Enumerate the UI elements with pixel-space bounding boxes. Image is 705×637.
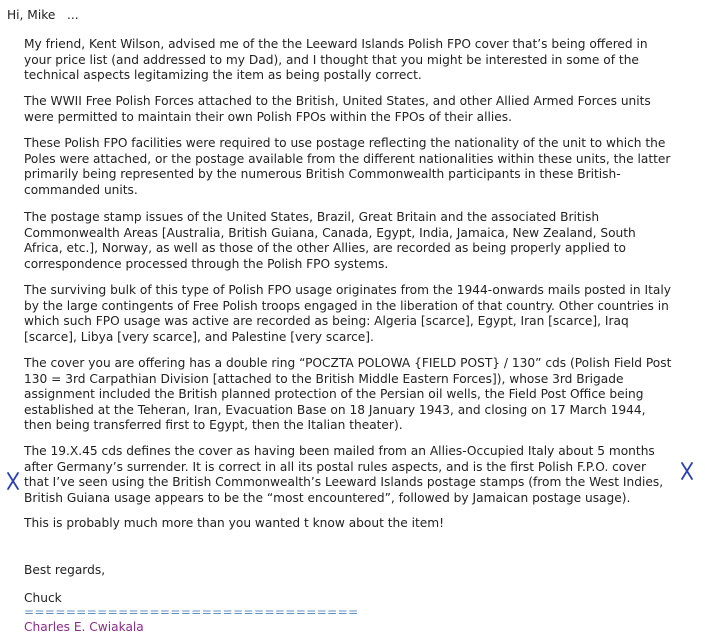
paragraph-3: [24, 136, 699, 198]
text-line: Poles were attached, or the postage available from the different nationalities within these units, the latter: [24, 151, 671, 166]
text-line: Commonwealth Areas [Australia, British Guiana, Canada, Egypt, India, Jamaica, New Zealand, South: [24, 225, 636, 240]
text-line: The cover you are offering has a double ring “POCZTA POLOWA {FIELD POST} / 130” cds (Polish Field Post: [24, 356, 672, 370]
text-line: technical aspects legitamizing the item as being postally correct.: [24, 68, 422, 83]
text-line: These Polish FPO facilities were required to use postage reflecting the nationality of the unit to which the: [24, 136, 666, 150]
paragraph-7: [24, 444, 699, 506]
paragraph-6: [24, 356, 699, 434]
divider-line: ================================: [24, 605, 359, 619]
text-line: which such FPO usage was active are recorded as being: Algeria [scarce], Egypt, Iran [scarce], Iraq: [24, 314, 629, 329]
paragraph-5: [24, 283, 699, 345]
text-line: Africa, etc.], Norway, as well as those of the other Allies, are recorded as being properly applied to: [24, 241, 626, 256]
paragraph-2: [24, 94, 699, 125]
text-line: after Germany’s surrender. It is correct in all its postal rules aspects, and is the first Polish F.P.O. cover: [24, 459, 646, 474]
text-line: British Guiana usage appears to be the “most encountered”, followed by Jamaican postage usage).: [24, 490, 631, 505]
x-mark-icon: [6, 471, 20, 491]
text-line: by the large contingents of Free Polish troops engaged in the liberation of that country. Other countries in: [24, 298, 669, 313]
text-line: then being transferred first to Egypt, then the Italian theater).: [24, 418, 403, 433]
full-name: Charles E. Cwiakala: [24, 620, 144, 634]
text-line: The 19.X.45 cds defines the cover as having been mailed from an Allies-Occupied Italy about 5 months: [24, 444, 655, 458]
text-line: assignment included the British planned protection of the Persian oil wells, the Field Post Office being: [24, 387, 644, 402]
text-line: [scarce], Libya [very scarce], and Palestine [very scarce].: [24, 329, 374, 344]
text-line: My friend, Kent Wilson, advised me of the the Leeward Islands Polish FPO cover that’s being offered in: [24, 37, 648, 51]
text-line: This is probably much more than you wanted t know about the item!: [24, 516, 445, 530]
paragraph-4: [24, 210, 699, 272]
closing: Best regards,: [24, 563, 106, 577]
text-line: your price list (and addressed to my Dad), and I thought that you might be interested in some of the: [24, 52, 639, 67]
x-mark-icon: [680, 461, 694, 481]
greeting: Hi, Mike ...: [7, 8, 79, 22]
paragraph-1: [24, 37, 699, 84]
text-line: The surviving bulk of this type of Polish FPO usage originates from the 1944-onwards mails posted in Italy: [24, 283, 671, 297]
text-line: that I’ve seen using the British Commonwealth’s Leeward Islands postage stamps (from the West Indies,: [24, 475, 664, 490]
text-line: commanded units.: [24, 182, 138, 197]
text-line: primarily being represented by the numerous British Commonwealth participants in these British-: [24, 167, 621, 182]
signature: Chuck: [24, 591, 62, 605]
text-line: correspondence processed through the Polish FPO systems.: [24, 256, 389, 271]
text-line: established at the Teheran, Iran, Evacuation Base on 18 January 1943, and closing on 17 March 1944,: [24, 402, 646, 417]
text-line: The postage stamp issues of the United States, Brazil, Great Britain and the associated British: [24, 210, 600, 224]
text-line: 130 = 3rd Carpathian Division [attached to the British Middle Eastern Forces]), whose 3rd Brigade: [24, 371, 624, 386]
text-line: were permitted to maintain their own Polish FPOs within the FPOs of their allies.: [24, 109, 513, 124]
text-line: The WWII Free Polish Forces attached to the British, United States, and other Allied Armed Forces units: [24, 94, 651, 108]
paragraph-8: [24, 516, 699, 532]
